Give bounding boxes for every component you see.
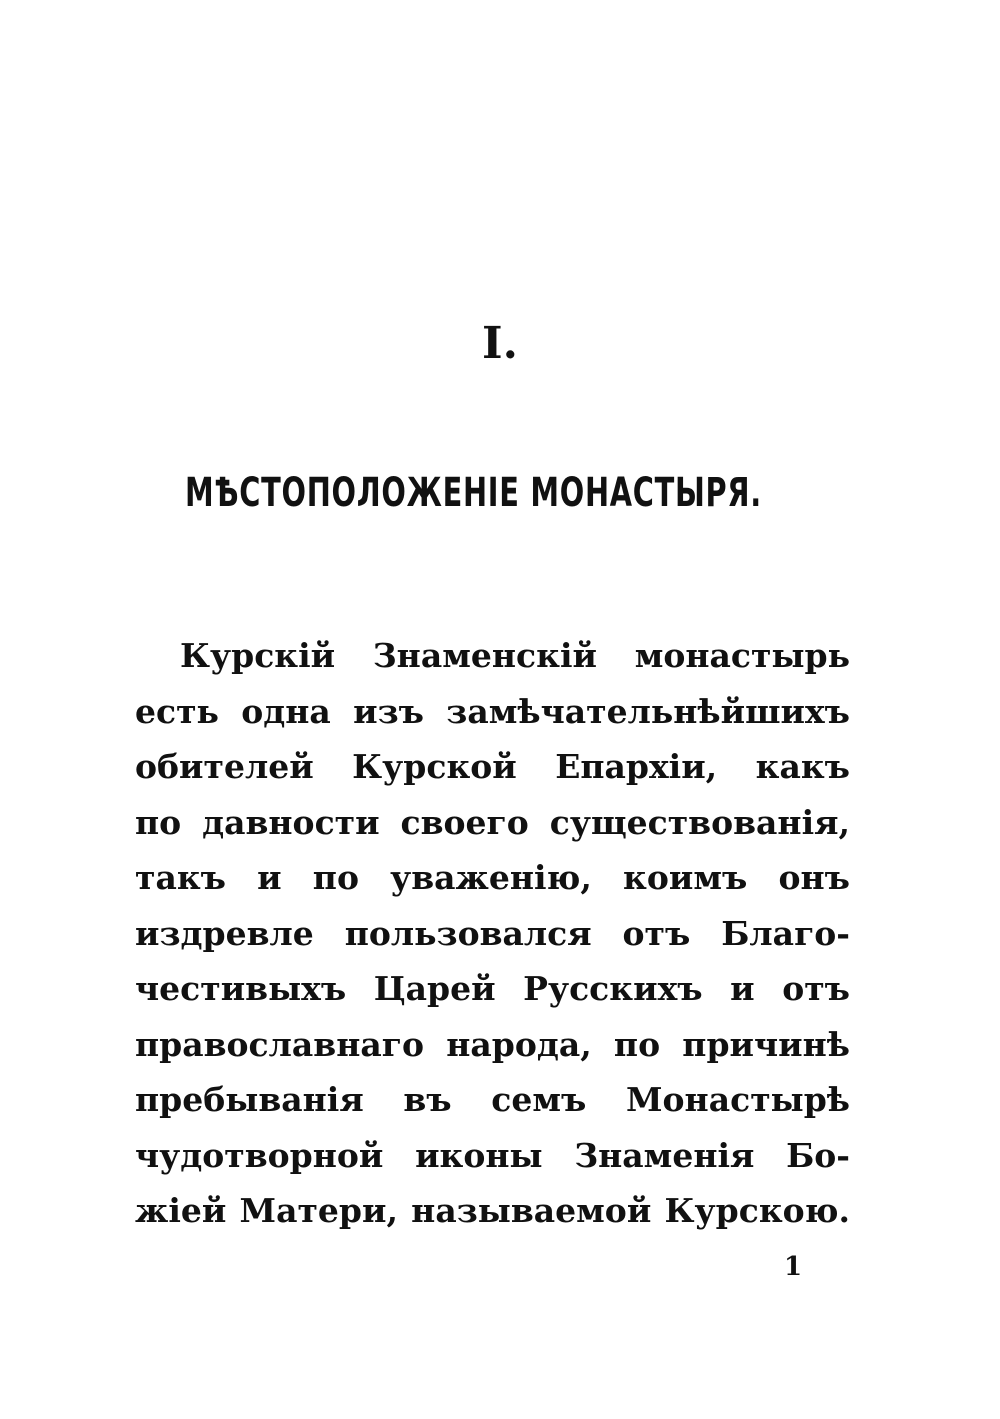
text-line: жіей Матери, называемой Курскою.: [135, 1191, 850, 1230]
text-line: православнаго народа, по причинѣ: [135, 1024, 850, 1064]
text-line: честивыхъ Царей Русскихъ и отъ: [135, 969, 850, 1008]
text-line: обителей Курской Епархіи, какъ: [135, 747, 850, 786]
text-line: Курскій Знаменскій монастырь: [180, 636, 850, 675]
chapter-title: МѢСТОПОЛОЖЕНІЕ МОНАСТЫРЯ.: [185, 470, 762, 516]
text-line: такъ и по уваженію, коимъ онъ: [135, 858, 850, 897]
text-line: издревле пользовался отъ Благо-: [135, 913, 850, 953]
text-line: чудотворной иконы Знаменія Бо-: [135, 1135, 850, 1175]
chapter-number: I.: [482, 318, 518, 369]
text-line: по давности своего существованія,: [135, 802, 850, 842]
text-line: есть одна изъ замѣчательнѣйшихъ: [135, 691, 850, 731]
text-line: пребыванія въ семъ Монастырѣ: [135, 1080, 850, 1119]
page-number: 1: [784, 1252, 803, 1282]
paragraph: [135, 628, 850, 1239]
